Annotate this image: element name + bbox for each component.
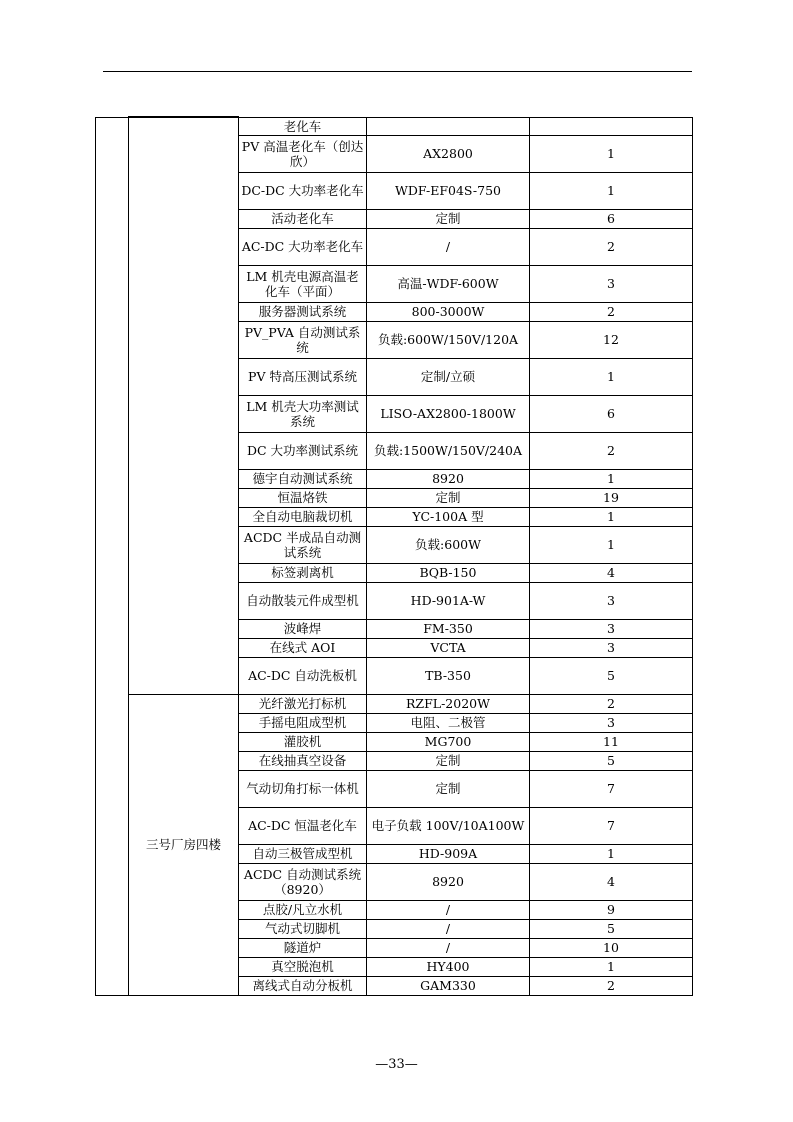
equipment-name-cell: 标签剥离机 <box>239 563 367 582</box>
equipment-model-cell: / <box>367 919 530 938</box>
equipment-qty-cell: 1 <box>530 135 693 172</box>
equipment-model-cell: RZFL-2020W <box>367 694 530 713</box>
equipment-qty-cell: 3 <box>530 638 693 657</box>
equipment-name-cell: 活动老化车 <box>239 209 367 228</box>
equipment-qty-cell <box>530 117 693 135</box>
outer-blank-cell <box>96 117 129 995</box>
equipment-model-cell: GAM330 <box>367 976 530 995</box>
equipment-name-cell: 气动式切脚机 <box>239 919 367 938</box>
equipment-model-cell: 8920 <box>367 863 530 900</box>
equipment-model-cell: HD-901A-W <box>367 582 530 619</box>
equipment-qty-cell: 11 <box>530 732 693 751</box>
table-row <box>96 117 693 135</box>
header-rule <box>103 71 692 72</box>
equipment-model-cell: 定制 <box>367 770 530 807</box>
equipment-name-cell: 波峰焊 <box>239 619 367 638</box>
equipment-name-cell: DC 大功率测试系统 <box>239 432 367 469</box>
equipment-name-cell: PV_PVA 自动测试系统 <box>239 321 367 358</box>
equipment-model-cell: 8920 <box>367 469 530 488</box>
equipment-model-cell: MG700 <box>367 732 530 751</box>
equipment-qty-cell: 12 <box>530 321 693 358</box>
equipment-name-cell: 全自动电脑裁切机 <box>239 507 367 526</box>
equipment-model-cell: 高温-WDF-600W <box>367 265 530 302</box>
equipment-name-cell: AC-DC 大功率老化车 <box>239 228 367 265</box>
equipment-name-cell: DC-DC 大功率老化车 <box>239 172 367 209</box>
equipment-name-cell: 老化车 <box>239 117 367 135</box>
equipment-qty-cell: 1 <box>530 526 693 563</box>
equipment-model-cell: 800-3000W <box>367 302 530 321</box>
equipment-model-cell: YC-100A 型 <box>367 507 530 526</box>
equipment-model-cell: TB-350 <box>367 657 530 694</box>
equipment-name-cell: PV 特高压测试系统 <box>239 358 367 395</box>
equipment-qty-cell: 5 <box>530 751 693 770</box>
equipment-name-cell: 在线式 AOI <box>239 638 367 657</box>
equipment-name-cell: 隧道炉 <box>239 938 367 957</box>
equipment-qty-cell: 3 <box>530 619 693 638</box>
equipment-model-cell: 负载:600W/150V/120A <box>367 321 530 358</box>
equipment-model-cell: LISO-AX2800-1800W <box>367 395 530 432</box>
equipment-model-cell: 定制/立硕 <box>367 358 530 395</box>
equipment-model-cell: 电子负载 100V/10A100W <box>367 807 530 844</box>
equipment-model-cell <box>367 117 530 135</box>
equipment-name-cell: 真空脱泡机 <box>239 957 367 976</box>
location-cell <box>129 117 239 694</box>
equipment-name-cell: 光纤激光打标机 <box>239 694 367 713</box>
equipment-qty-cell: 9 <box>530 900 693 919</box>
equipment-name-cell: ACDC 半成品自动测试系统 <box>239 526 367 563</box>
equipment-name-cell: 手摇电阻成型机 <box>239 713 367 732</box>
equipment-qty-cell: 2 <box>530 432 693 469</box>
equipment-name-cell: 服务器测试系统 <box>239 302 367 321</box>
equipment-qty-cell: 19 <box>530 488 693 507</box>
table-row <box>96 694 693 713</box>
equipment-qty-cell: 3 <box>530 265 693 302</box>
equipment-qty-cell: 1 <box>530 957 693 976</box>
equipment-qty-cell: 3 <box>530 713 693 732</box>
equipment-name-cell: 灌胶机 <box>239 732 367 751</box>
equipment-model-cell: WDF-EF04S-750 <box>367 172 530 209</box>
equipment-model-cell: 负载:1500W/150V/240A <box>367 432 530 469</box>
equipment-model-cell: 负载:600W <box>367 526 530 563</box>
equipment-name-cell: 在线抽真空设备 <box>239 751 367 770</box>
equipment-qty-cell: 4 <box>530 863 693 900</box>
equipment-table-body <box>96 117 693 995</box>
equipment-qty-cell: 1 <box>530 469 693 488</box>
equipment-qty-cell: 5 <box>530 657 693 694</box>
location-cell: 三号厂房四楼 <box>129 694 239 995</box>
equipment-qty-cell: 6 <box>530 395 693 432</box>
equipment-qty-cell: 3 <box>530 582 693 619</box>
equipment-name-cell: 德宇自动测试系统 <box>239 469 367 488</box>
equipment-model-cell: 定制 <box>367 751 530 770</box>
equipment-qty-cell: 2 <box>530 228 693 265</box>
equipment-qty-cell: 2 <box>530 976 693 995</box>
equipment-model-cell: FM-350 <box>367 619 530 638</box>
page-number: —33— <box>375 1057 418 1072</box>
equipment-model-cell: / <box>367 938 530 957</box>
equipment-name-cell: 自动散装元件成型机 <box>239 582 367 619</box>
equipment-qty-cell: 4 <box>530 563 693 582</box>
equipment-name-cell: PV 高温老化车（创达欣） <box>239 135 367 172</box>
equipment-model-cell: VCTA <box>367 638 530 657</box>
equipment-model-cell: 定制 <box>367 209 530 228</box>
equipment-name-cell: 恒温烙铁 <box>239 488 367 507</box>
equipment-model-cell: / <box>367 900 530 919</box>
equipment-model-cell: HD-909A <box>367 844 530 863</box>
equipment-model-cell: AX2800 <box>367 135 530 172</box>
equipment-qty-cell: 7 <box>530 807 693 844</box>
equipment-model-cell: 电阻、二极管 <box>367 713 530 732</box>
equipment-table <box>95 116 693 996</box>
equipment-qty-cell: 2 <box>530 302 693 321</box>
equipment-name-cell: AC-DC 自动洗板机 <box>239 657 367 694</box>
equipment-model-cell: 定制 <box>367 488 530 507</box>
equipment-qty-cell: 10 <box>530 938 693 957</box>
equipment-name-cell: ACDC 自动测试系统（8920） <box>239 863 367 900</box>
equipment-name-cell: 离线式自动分板机 <box>239 976 367 995</box>
equipment-name-cell: 气动切角打标一体机 <box>239 770 367 807</box>
equipment-qty-cell: 7 <box>530 770 693 807</box>
equipment-qty-cell: 5 <box>530 919 693 938</box>
equipment-name-cell: 点胶/凡立水机 <box>239 900 367 919</box>
equipment-name-cell: LM 机壳电源高温老化车（平面） <box>239 265 367 302</box>
equipment-name-cell: LM 机壳大功率测试系统 <box>239 395 367 432</box>
equipment-name-cell: AC-DC 恒温老化车 <box>239 807 367 844</box>
equipment-qty-cell: 1 <box>530 507 693 526</box>
equipment-qty-cell: 2 <box>530 694 693 713</box>
equipment-qty-cell: 1 <box>530 172 693 209</box>
equipment-qty-cell: 1 <box>530 358 693 395</box>
equipment-model-cell: BQB-150 <box>367 563 530 582</box>
equipment-model-cell: HY400 <box>367 957 530 976</box>
equipment-name-cell: 自动三极管成型机 <box>239 844 367 863</box>
equipment-qty-cell: 6 <box>530 209 693 228</box>
equipment-model-cell: / <box>367 228 530 265</box>
equipment-qty-cell: 1 <box>530 844 693 863</box>
